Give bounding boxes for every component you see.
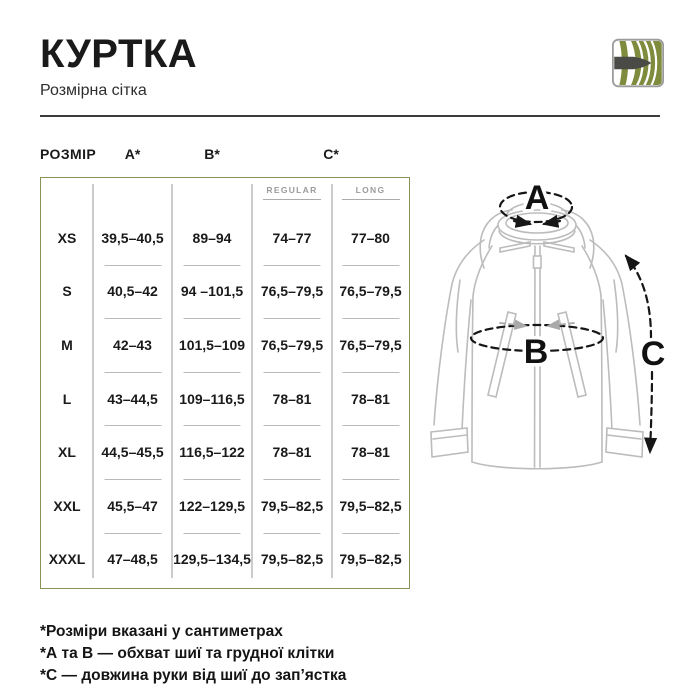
column-header-a: A* [124,146,141,162]
measure-label-b: B [523,333,549,371]
measure-label-c: C [640,335,666,373]
table-row-xxl [41,479,409,533]
size-cell: XL [58,444,76,461]
c-long-value: 78–81 [332,425,409,479]
table-row-s [41,265,409,319]
table-subheader-row [41,178,409,211]
b-value: 129,5–134,5 [172,533,252,587]
c-long-value: 79,5–82,5 [332,479,409,533]
footnote-units: *Розміри вказані у сантиметрах [40,623,283,640]
size-column-label: РОЗМІР [40,146,97,162]
footnote-c: *С — довжина руки від шиї до зап’ястка [40,667,347,684]
c-long-value: 78–81 [332,372,409,426]
column-header-b: B* [204,146,220,162]
a-value: 40,5–42 [93,265,172,319]
c-regular-value: 74–77 [272,229,312,246]
c-long-value: 76,5–79,5 [332,265,409,319]
c-regular-value: 78–81 [252,372,332,426]
c-regular-value: 78–81 [252,425,332,479]
page-subtitle: Розмірна сітка [40,82,147,99]
a-value: 47–48,5 [93,533,172,587]
size-cell: XXL [53,497,81,514]
table-column-headers [0,146,700,164]
a-value: 42–43 [93,318,172,372]
table-row-xl [41,425,409,479]
b-value: 89–94 [192,229,232,246]
table-row-m [41,318,409,372]
table-row-xs [41,211,409,265]
b-value: 116,5–122 [172,425,252,479]
size-cell: XS [57,229,77,246]
footnote-a-b: *А та В — обхват шиї та грудної клітки [40,645,335,662]
c-regular-value: 76,5–79,5 [252,265,332,319]
header-divider [40,115,660,117]
b-value: 109–116,5 [172,372,252,426]
column-header-c: C* [323,146,339,162]
size-cell: S [62,283,72,300]
size-cell: XXXL [48,551,86,568]
a-value: 44,5–45,5 [93,425,172,479]
c-long-value: 77–80 [351,229,390,246]
c-regular-value: 79,5–82,5 [252,479,332,533]
c-long-value: 76,5–79,5 [332,318,409,372]
b-value: 101,5–109 [172,318,252,372]
brand-logo [612,38,664,88]
a-value: 39,5–40,5 [101,229,164,246]
b-value: 94 –101,5 [172,265,252,319]
a-value: 43–44,5 [93,372,172,426]
table-row-l [41,372,409,426]
c-regular-value: 76,5–79,5 [252,318,332,372]
jacket-diagram [420,180,690,480]
brand-logo-icon [612,38,664,88]
subheader-long: LONG [342,185,400,200]
b-value: 122–129,5 [172,479,252,533]
a-value: 45,5–47 [93,479,172,533]
table-row-xxxl [41,533,409,587]
c-long-value: 79,5–82,5 [332,533,409,587]
size-table [40,177,410,589]
footnotes [40,621,346,687]
c-regular-value: 79,5–82,5 [252,533,332,587]
size-cell: L [62,390,72,407]
size-cell: M [61,336,73,353]
page-title: КУРТКА [40,32,198,76]
measure-label-a: A [524,180,550,217]
subheader-regular: REGULAR [263,185,321,200]
cuffs-outline [431,428,643,457]
